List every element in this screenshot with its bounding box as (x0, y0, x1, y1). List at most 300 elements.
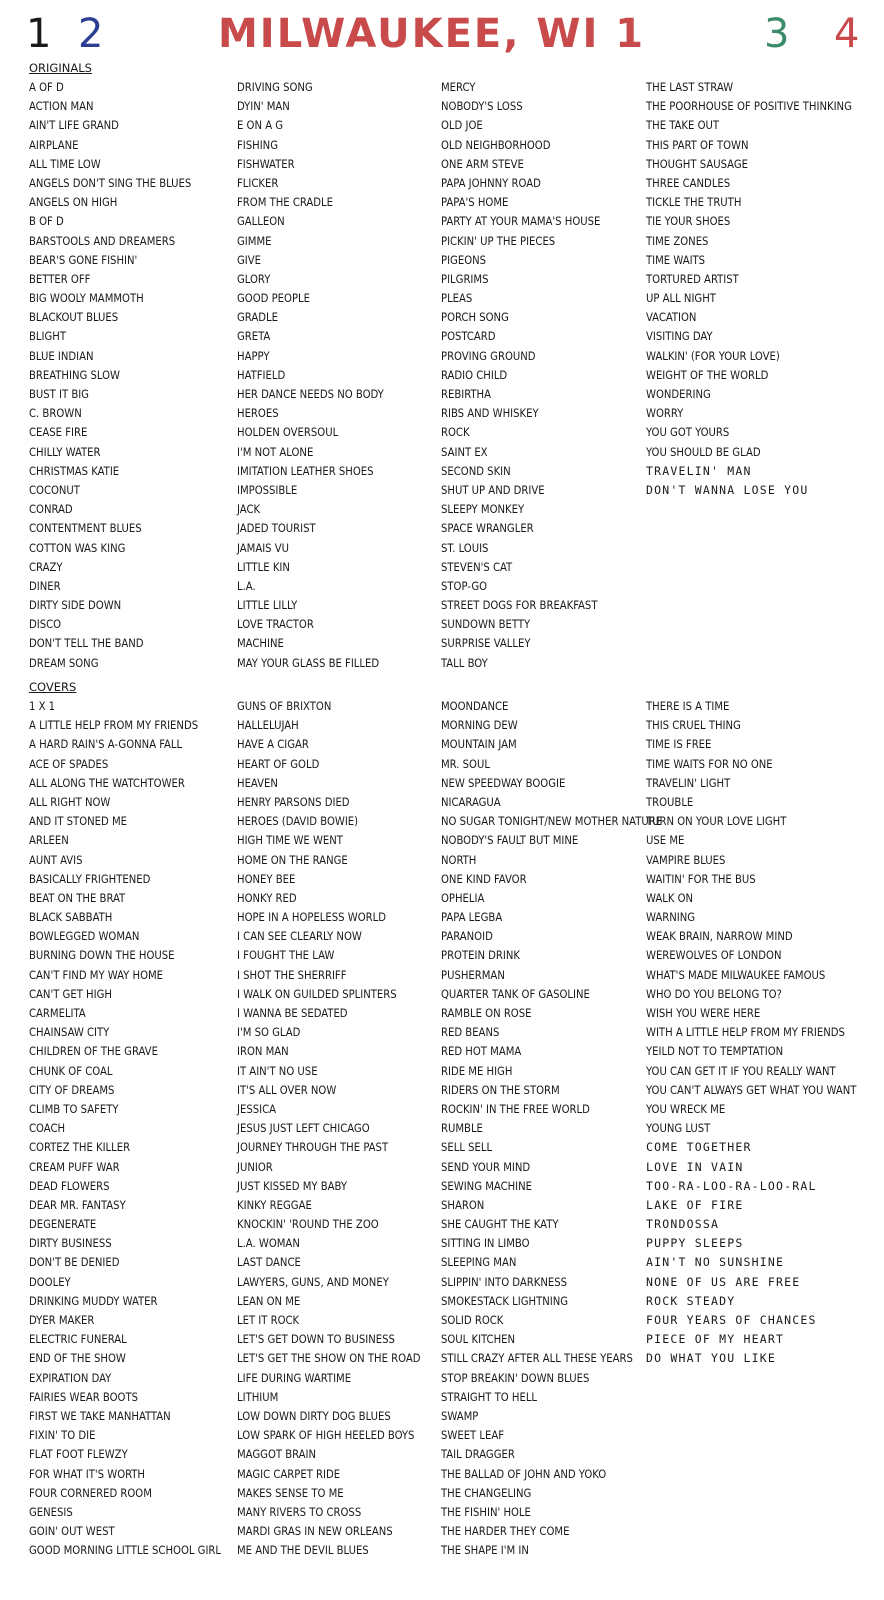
originals-song: PROVING GROUND (441, 349, 536, 363)
covers-song: WHAT'S MADE MILWAUKEE FAMOUS (646, 968, 826, 982)
covers-song: TIME IS FREE (646, 738, 712, 752)
covers-song: THE SHAPE I'M IN (441, 1544, 529, 1558)
covers-column-3 (441, 697, 663, 1560)
covers-song: SWEET LEAF (441, 1429, 505, 1443)
covers-song: GENESIS (29, 1505, 73, 1519)
covers-column-2 (237, 697, 447, 1560)
covers-song: CHUNK OF COAL (29, 1064, 113, 1078)
covers-song: MAGIC CARPET RIDE (237, 1467, 341, 1481)
covers-song: DIRTY BUSINESS (29, 1237, 112, 1251)
covers-song: HEAVEN (237, 776, 278, 790)
covers-song: IT'S ALL OVER NOW (237, 1083, 337, 1097)
covers-song: FAIRIES WEAR BOOTS (29, 1390, 138, 1404)
covers-song: MAKES SENSE TO ME (237, 1486, 344, 1500)
covers-song: DEAR MR. FANTASY (29, 1198, 126, 1212)
originals-column-4 (646, 78, 856, 500)
covers-song: SOUL KITCHEN (441, 1333, 516, 1347)
originals-song: PIGEONS (441, 253, 487, 267)
covers-song: LET IT ROCK (237, 1314, 300, 1327)
covers-song: KNOCKIN' 'ROUND THE ZOO (237, 1218, 379, 1232)
covers-song: RIDE ME HIGH (441, 1064, 513, 1078)
originals-song: DINER (29, 579, 61, 593)
originals-song: NOBODY'S LOSS (441, 100, 523, 114)
originals-song: I'M NOT ALONE (237, 445, 314, 459)
covers-song: HAVE A CIGAR (237, 738, 309, 752)
covers-song: FIXIN' TO DIE (29, 1429, 96, 1443)
covers-song: WISH YOU WERE HERE (646, 1007, 761, 1020)
covers-added-song: LAKE OF FIRE (646, 1197, 744, 1212)
covers-song: YOU WRECK ME (646, 1102, 726, 1116)
covers-song: JOURNEY THROUGH THE PAST (237, 1141, 389, 1155)
covers-song: RUMBLE (441, 1122, 483, 1136)
covers-added-song: TOO-RA-LOO-RA-LOO-RAL (646, 1178, 817, 1193)
covers-song: FIRST WE TAKE MANHATTAN (29, 1409, 171, 1423)
originals-song: HOLDEN OVERSOUL (237, 426, 339, 440)
originals-song: JAMAIS VU (237, 541, 290, 555)
covers-song: QUARTER TANK OF GASOLINE (441, 987, 590, 1001)
originals-song: ONE ARM STEVE (441, 157, 524, 171)
covers-song: CITY OF DREAMS (29, 1083, 115, 1097)
covers-added-song: FOUR YEARS OF CHANCES (646, 1313, 817, 1327)
originals-song: GALLEON (237, 215, 285, 229)
originals-song: CRAZY (29, 560, 63, 574)
originals-song: COCONUT (29, 483, 80, 497)
covers-song: HEROES (DAVID BOWIE) (237, 815, 359, 829)
originals-song: SLEEPY MONKEY (441, 503, 525, 517)
covers-song: A HARD RAIN'S A-GONNA FALL (29, 738, 183, 752)
covers-song: WITH A LITTLE HELP FROM MY FRIENDS (646, 1026, 845, 1040)
covers-song: LOW SPARK OF HIGH HEELED BOYS (237, 1429, 415, 1443)
covers-song: THE HARDER THEY COME (441, 1525, 570, 1539)
originals-song: IMITATION LEATHER SHOES (237, 464, 374, 478)
covers-song: TAIL DRAGGER (441, 1448, 515, 1462)
set-number-3: 3 (764, 11, 790, 57)
covers-song: JESUS JUST LEFT CHICAGO (237, 1122, 370, 1136)
covers-song: STRAIGHT TO HELL (441, 1390, 538, 1404)
covers-column-4 (646, 697, 856, 1369)
originals-song: ACTION MAN (29, 100, 94, 114)
covers-song: ELECTRIC FUNERAL (29, 1333, 127, 1347)
covers-song: FLAT FOOT FLEWZY (29, 1448, 128, 1462)
page-title: MILWAUKEE, WI 1 (218, 11, 646, 57)
originals-added-song: TRAVELIN' MAN (646, 463, 752, 478)
covers-song: BURNING DOWN THE HOUSE (29, 949, 175, 963)
covers-song: VAMPIRE BLUES (646, 853, 726, 867)
originals-song: L.A. (237, 579, 256, 593)
originals-song: BUST IT BIG (29, 388, 89, 401)
covers-song: WALK ON (646, 891, 694, 905)
covers-song: NICARAGUA (441, 795, 501, 809)
covers-added-song: ROCK STEADY (646, 1293, 736, 1308)
covers-song: END OF THE SHOW (29, 1352, 126, 1366)
covers-song: MANY RIVERS TO CROSS (237, 1505, 362, 1519)
originals-song: ANGELS ON HIGH (29, 196, 118, 210)
originals-song: ST. LOUIS (441, 541, 489, 555)
covers-song: ACE OF SPADES (29, 757, 109, 771)
covers-song: SITTING IN LIMBO (441, 1237, 530, 1251)
covers-song: PARANOID (441, 930, 493, 944)
covers-song: PROTEIN DRINK (441, 949, 521, 963)
covers-heading: COVERS (29, 680, 77, 694)
covers-song: LAWYERS, GUNS, AND MONEY (237, 1275, 389, 1289)
originals-song: THE POORHOUSE OF POSITIVE THINKING (646, 100, 852, 114)
covers-song: BLACK SABBATH (29, 911, 113, 925)
covers-song: MORNING DEW (441, 719, 518, 733)
originals-song: COTTON WAS KING (29, 541, 126, 555)
covers-song: IT AIN'T NO USE (237, 1064, 318, 1078)
covers-song: MR. SOUL (441, 757, 490, 771)
covers-song: JUST KISSED MY BABY (237, 1179, 347, 1193)
originals-song: BLUE INDIAN (29, 349, 94, 363)
covers-song: DON'T BE DENIED (29, 1256, 120, 1270)
covers-added-song: TRONDOSSA (646, 1217, 720, 1232)
covers-song: LAST DANCE (237, 1256, 301, 1270)
originals-song: JACK (237, 503, 261, 517)
covers-song: GOOD MORNING LITTLE SCHOOL GIRL (29, 1544, 222, 1558)
covers-song: HOPE IN A HOPELESS WORLD (237, 911, 386, 925)
originals-song: PORCH SONG (441, 311, 509, 325)
covers-song: COACH (29, 1122, 66, 1136)
covers-song: NOBODY'S FAULT BUT MINE (441, 834, 579, 848)
covers-added-song: PIECE OF MY HEART (646, 1332, 785, 1347)
covers-added-song: DO WHAT YOU LIKE (646, 1351, 776, 1366)
covers-song: YOUNG LUST (646, 1122, 711, 1136)
covers-song: CAN'T FIND MY WAY HOME (29, 968, 164, 982)
covers-song: HONEY BEE (237, 872, 296, 886)
originals-song: HER DANCE NEEDS NO BODY (237, 388, 384, 401)
originals-song: THIS PART OF TOWN (646, 138, 749, 152)
covers-song: YOU CAN'T ALWAYS GET WHAT YOU WANT (646, 1083, 857, 1097)
originals-song: WALKIN' (FOR YOUR LOVE) (646, 349, 780, 363)
covers-song: WEAK BRAIN, NARROW MIND (646, 930, 793, 944)
originals-song: CONRAD (29, 503, 73, 517)
covers-song: TURN ON YOUR LOVE LIGHT (646, 815, 787, 829)
originals-song: PLEAS (441, 292, 473, 306)
originals-song: REBIRTHA (441, 388, 491, 401)
originals-song: PAPA'S HOME (441, 196, 509, 210)
covers-song: GOIN' OUT WEST (29, 1525, 115, 1539)
covers-song: SLEEPING MAN (441, 1256, 517, 1270)
covers-song: EXPIRATION DAY (29, 1371, 112, 1385)
originals-song: GOOD PEOPLE (237, 292, 310, 306)
originals-song: SURPRISE VALLEY (441, 637, 531, 651)
covers-song: ROCKIN' IN THE FREE WORLD (441, 1102, 590, 1116)
originals-song: RIBS AND WHISKEY (441, 407, 539, 421)
originals-song: THOUGHT SAUSAGE (646, 157, 749, 171)
originals-added-song: DON'T WANNA LOSE YOU (646, 482, 809, 497)
originals-song: MERCY (441, 81, 476, 94)
covers-song: HONKY RED (237, 891, 297, 905)
covers-song: TROUBLE (646, 795, 694, 809)
covers-song: CHILDREN OF THE GRAVE (29, 1045, 158, 1059)
originals-column-2 (237, 78, 447, 673)
originals-song: DYIN' MAN (237, 100, 290, 114)
originals-song: C. BROWN (29, 407, 82, 421)
originals-song: GIVE (237, 253, 262, 267)
originals-song: LOVE TRACTOR (237, 618, 314, 632)
originals-song: FISHING (237, 138, 279, 152)
covers-song: IRON MAN (237, 1045, 289, 1059)
set-number-2: 2 (78, 11, 104, 57)
covers-song: HOME ON THE RANGE (237, 853, 348, 867)
covers-song: HALLELUJAH (237, 719, 299, 733)
originals-song: HAPPY (237, 349, 270, 363)
originals-heading: ORIGINALS (29, 61, 92, 75)
covers-song: FOR WHAT IT'S WORTH (29, 1467, 146, 1481)
covers-added-song: AIN'T NO SUNSHINE (646, 1255, 785, 1270)
covers-song: YEILD NOT TO TEMPTATION (646, 1045, 784, 1059)
originals-song: THE TAKE OUT (646, 119, 720, 133)
covers-song: LET'S GET DOWN TO BUSINESS (237, 1333, 395, 1347)
originals-song: DREAM SONG (29, 656, 99, 670)
originals-song: BETTER OFF (29, 272, 91, 286)
set-number-1: 1 (26, 11, 52, 57)
originals-song: GRADLE (237, 311, 278, 325)
originals-song: HEROES (237, 407, 279, 421)
covers-song: ARLEEN (29, 834, 69, 848)
covers-song: HEART OF GOLD (237, 757, 320, 771)
originals-song: THE LAST STRAW (646, 81, 734, 94)
originals-song: FROM THE CRADLE (237, 196, 334, 210)
covers-song: RED HOT MAMA (441, 1045, 522, 1059)
covers-added-song: LOVE IN VAIN (646, 1159, 744, 1174)
covers-song: MOONDANCE (441, 700, 509, 713)
originals-song: GIMME (237, 234, 272, 248)
originals-song: OLD JOE (441, 119, 483, 133)
originals-song: VACATION (646, 311, 697, 325)
covers-song: SHARON (441, 1198, 485, 1212)
covers-song: LEAN ON ME (237, 1294, 301, 1308)
originals-song: TALL BOY (441, 656, 488, 670)
covers-song: RIDERS ON THE STORM (441, 1083, 560, 1097)
originals-song: SUNDOWN BETTY (441, 618, 531, 632)
covers-song: NEW SPEEDWAY BOOGIE (441, 776, 566, 790)
originals-song: TIME WAITS (646, 253, 706, 267)
originals-song: BIG WOOLY MAMMOTH (29, 292, 144, 306)
covers-song: TRAVELIN' LIGHT (646, 776, 731, 790)
originals-song: MACHINE (237, 637, 284, 651)
originals-song: TICKLE THE TRUTH (646, 196, 742, 210)
covers-song: AUNT AVIS (29, 853, 83, 867)
covers-song: DYER MAKER (29, 1314, 95, 1327)
originals-song: CEASE FIRE (29, 426, 88, 440)
originals-song: POSTCARD (441, 330, 496, 344)
originals-song: WORRY (646, 407, 684, 421)
originals-song: RADIO CHILD (441, 368, 508, 382)
covers-song: PUSHERMAN (441, 968, 505, 982)
originals-song: PILGRIMS (441, 272, 489, 286)
covers-song: LOW DOWN DIRTY DOG BLUES (237, 1409, 391, 1423)
originals-song: BREATHING SLOW (29, 368, 120, 382)
originals-song: DIRTY SIDE DOWN (29, 599, 122, 613)
covers-song: WAITIN' FOR THE BUS (646, 872, 756, 886)
covers-song: ONE KIND FAVOR (441, 872, 527, 886)
covers-song: NORTH (441, 853, 477, 867)
covers-song: SHE CAUGHT THE KATY (441, 1218, 559, 1232)
originals-song: ALL TIME LOW (29, 157, 101, 171)
originals-song: AIRPLANE (29, 138, 79, 152)
covers-song: RAMBLE ON ROSE (441, 1007, 532, 1020)
covers-song: SELL SELL (441, 1141, 493, 1155)
originals-song: FISHWATER (237, 157, 295, 171)
covers-song: PAPA LEGBA (441, 911, 503, 925)
covers-song: MARDI GRAS IN NEW ORLEANS (237, 1525, 393, 1539)
covers-song: BEAT ON THE BRAT (29, 891, 126, 905)
originals-song: E ON A G (237, 119, 284, 133)
covers-song: L.A. WOMAN (237, 1237, 300, 1251)
covers-song: I WANNA BE SEDATED (237, 1007, 348, 1020)
covers-song: SEND YOUR MIND (441, 1160, 531, 1174)
originals-song: BEAR'S GONE FISHIN' (29, 253, 138, 267)
covers-song: THE BALLAD OF JOHN AND YOKO (441, 1467, 607, 1481)
covers-added-song: PUPPY SLEEPS (646, 1236, 744, 1251)
covers-song: BASICALLY FRIGHTENED (29, 872, 151, 886)
originals-song: GRETA (237, 330, 271, 344)
covers-song: ME AND THE DEVIL BLUES (237, 1544, 369, 1558)
covers-song: HIGH TIME WE WENT (237, 834, 343, 848)
originals-song: SAINT EX (441, 445, 488, 459)
originals-song: DISCO (29, 618, 62, 632)
covers-song: I FOUGHT THE LAW (237, 949, 335, 963)
covers-song: HENRY PARSONS DIED (237, 795, 350, 809)
originals-song: BLIGHT (29, 330, 66, 344)
covers-song: SMOKESTACK LIGHTNING (441, 1294, 569, 1308)
covers-song: STILL CRAZY AFTER ALL THESE YEARS (441, 1352, 633, 1366)
covers-song: 1 X 1 (29, 700, 56, 713)
covers-song: OPHELIA (441, 891, 485, 905)
covers-song: THE CHANGELING (441, 1486, 532, 1500)
covers-song: KINKY REGGAE (237, 1198, 312, 1212)
originals-song: OLD NEIGHBORHOOD (441, 138, 551, 152)
originals-song: BLACKOUT BLUES (29, 311, 119, 325)
originals-song: IMPOSSIBLE (237, 483, 298, 497)
originals-song: LITTLE KIN (237, 560, 290, 574)
covers-song: THERE IS A TIME (646, 700, 730, 713)
covers-song: STOP BREAKIN' DOWN BLUES (441, 1371, 590, 1385)
covers-song: CARMELITA (29, 1007, 86, 1020)
covers-song: I SHOT THE SHERRIFF (237, 968, 347, 982)
originals-song: TIE YOUR SHOES (646, 215, 731, 229)
covers-song: DRINKING MUDDY WATER (29, 1294, 158, 1308)
originals-song: SECOND SKIN (441, 464, 511, 478)
covers-song: SWAMP (441, 1409, 479, 1423)
originals-song: LITTLE LILLY (237, 599, 298, 613)
originals-song: AIN'T LIFE GRAND (29, 119, 119, 133)
covers-song: ALL ALONG THE WATCHTOWER (29, 776, 185, 790)
covers-song: CREAM PUFF WAR (29, 1160, 120, 1174)
covers-song: I'M SO GLAD (237, 1026, 301, 1040)
covers-song: SLIPPIN' INTO DARKNESS (441, 1275, 568, 1289)
originals-song: PAPA JOHNNY ROAD (441, 176, 541, 190)
originals-song: JADED TOURIST (237, 522, 316, 536)
covers-added-song: NONE OF US ARE FREE (646, 1274, 801, 1289)
covers-song: WARNING (646, 911, 696, 925)
covers-song: USE ME (646, 834, 685, 848)
originals-song: MAY YOUR GLASS BE FILLED (237, 656, 380, 670)
covers-song: AND IT STONED ME (29, 815, 127, 829)
originals-song: ANGELS DON'T SING THE BLUES (29, 176, 192, 190)
originals-song: STREET DOGS FOR BREAKFAST (441, 599, 598, 613)
originals-song: STOP-GO (441, 579, 488, 593)
covers-song: DEGENERATE (29, 1218, 97, 1232)
originals-song: A OF D (29, 81, 64, 94)
originals-song: HATFIELD (237, 368, 286, 382)
originals-song: CHILLY WATER (29, 445, 101, 459)
originals-song: CHRISTMAS KATIE (29, 464, 120, 478)
covers-song: JUNIOR (237, 1160, 273, 1174)
covers-song: WHO DO YOU BELONG TO? (646, 987, 782, 1001)
covers-song: FOUR CORNERED ROOM (29, 1486, 152, 1500)
covers-song: CHAINSAW CITY (29, 1026, 110, 1040)
covers-song: YOU CAN GET IT IF YOU REALLY WANT (646, 1064, 836, 1078)
originals-song: TORTURED ARTIST (646, 272, 739, 286)
covers-song: CORTEZ THE KILLER (29, 1141, 131, 1155)
originals-song: SHUT UP AND DRIVE (441, 483, 545, 497)
originals-song: TIME ZONES (646, 234, 709, 248)
originals-song: CONTENTMENT BLUES (29, 522, 142, 536)
covers-song: DOOLEY (29, 1275, 71, 1289)
originals-song: GLORY (237, 272, 271, 286)
covers-song: I CAN SEE CLEARLY NOW (237, 930, 362, 944)
covers-song: NO SUGAR TONIGHT/NEW MOTHER NATURE (441, 815, 663, 829)
covers-song: JESSICA (237, 1102, 276, 1116)
originals-song: WONDERING (646, 388, 711, 401)
originals-song: ROCK (441, 426, 470, 440)
originals-song: VISITING DAY (646, 330, 713, 344)
covers-song: SEWING MACHINE (441, 1179, 533, 1193)
covers-song: LET'S GET THE SHOW ON THE ROAD (237, 1352, 421, 1366)
covers-song: WEREWOLVES OF LONDON (646, 949, 782, 963)
originals-column-1 (29, 78, 239, 673)
covers-song: A LITTLE HELP FROM MY FRIENDS (29, 719, 199, 733)
covers-song: RED BEANS (441, 1026, 500, 1040)
covers-song: I WALK ON GUILDED SPLINTERS (237, 987, 397, 1001)
covers-song: THIS CRUEL THING (646, 719, 741, 733)
originals-song: STEVEN'S CAT (441, 560, 513, 574)
covers-song: LIFE DURING WARTIME (237, 1371, 352, 1385)
originals-song: WEIGHT OF THE WORLD (646, 368, 769, 382)
originals-song: DON'T TELL THE BAND (29, 637, 144, 651)
originals-song: YOU GOT YOURS (646, 426, 730, 440)
originals-song: BARSTOOLS AND DREAMERS (29, 234, 176, 248)
set-number-4: 4 (834, 11, 860, 57)
covers-song: LITHIUM (237, 1390, 279, 1404)
covers-song: TIME WAITS FOR NO ONE (646, 757, 773, 771)
originals-song: SPACE WRANGLER (441, 522, 534, 536)
originals-column-3 (441, 78, 651, 673)
covers-column-1 (29, 697, 239, 1560)
covers-song: THE FISHIN' HOLE (441, 1505, 531, 1519)
covers-song: CAN'T GET HIGH (29, 987, 112, 1001)
covers-song: MAGGOT BRAIN (237, 1448, 317, 1462)
originals-song: DRIVING SONG (237, 81, 313, 94)
covers-song: CLIMB TO SAFETY (29, 1102, 119, 1116)
originals-song: B OF D (29, 215, 64, 229)
originals-song: PICKIN' UP THE PIECES (441, 234, 556, 248)
originals-song: YOU SHOULD BE GLAD (646, 445, 761, 459)
covers-song: GUNS OF BRIXTON (237, 700, 332, 713)
originals-song: PARTY AT YOUR MAMA'S HOUSE (441, 215, 601, 229)
covers-song: SOLID ROCK (441, 1314, 504, 1327)
covers-song: BOWLEGGED WOMAN (29, 930, 140, 944)
originals-song: THREE CANDLES (646, 176, 731, 190)
covers-song: DEAD FLOWERS (29, 1179, 110, 1193)
covers-song: MOUNTAIN JAM (441, 738, 517, 752)
covers-song: ALL RIGHT NOW (29, 795, 111, 809)
covers-added-song: COME TOGETHER (646, 1140, 752, 1155)
originals-song: UP ALL NIGHT (646, 292, 716, 306)
originals-song: FLICKER (237, 176, 279, 190)
